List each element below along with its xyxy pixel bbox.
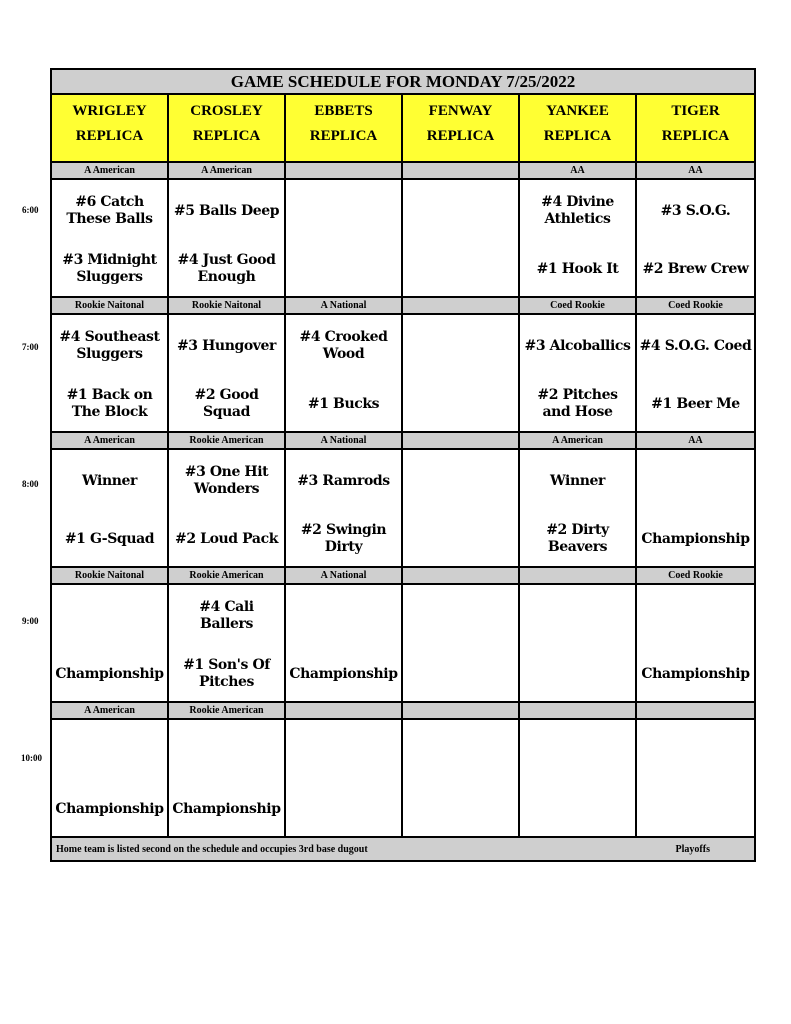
home-team: #1 Beer Me (651, 396, 740, 412)
field-sub: REPLICA (426, 128, 495, 144)
home-team: #1 Son's Of Pitches (183, 657, 270, 690)
division-label (520, 568, 637, 583)
field-header-tiger (637, 95, 754, 161)
division-label: Coed Rookie (668, 300, 723, 311)
game-cell (286, 585, 403, 701)
game-cell (52, 450, 169, 566)
home-team: #2 Good Squad (194, 387, 259, 420)
home-team: #2 Loud Pack (174, 531, 279, 547)
home-team: #1 Back on The Block (66, 387, 153, 420)
division-label: AA (688, 435, 703, 446)
away-team: #3 Ramrods (297, 473, 390, 489)
footer-tag: Playoffs (675, 843, 710, 855)
home-team: #2 Brew Crew (642, 261, 749, 277)
game-cell (520, 315, 637, 431)
division-label: A American (520, 433, 637, 448)
game-cell (52, 315, 169, 431)
home-team: Championship (289, 666, 398, 682)
home-team: Championship (55, 666, 164, 682)
division-label: Rookie Naitonal (52, 568, 169, 583)
field-header-crosley (169, 95, 286, 161)
field-header-wrigley (52, 95, 169, 161)
field-sub: REPLICA (75, 128, 144, 144)
away-team: #4 Crooked Wood (299, 329, 388, 362)
away-team: #3 S.O.G. (660, 203, 731, 219)
division-label (403, 163, 520, 178)
game-cell (637, 720, 754, 836)
field-name: EBBETS (314, 103, 373, 119)
division-label: A National (286, 568, 403, 583)
division-label: A American (52, 433, 169, 448)
schedule-footer (52, 838, 754, 860)
time-label: 8:00 (22, 479, 39, 489)
time-slots (52, 163, 754, 838)
division-label (403, 433, 520, 448)
division-label (403, 703, 520, 718)
game-cell (637, 585, 754, 701)
away-team: #6 Catch These Balls (66, 194, 153, 227)
home-team: #2 Pitches and Hose (537, 387, 618, 420)
game-cell (169, 180, 286, 296)
field-sub: REPLICA (309, 128, 378, 144)
division-label (286, 163, 403, 178)
game-cell (403, 585, 520, 701)
division-label: Rookie American (169, 568, 286, 583)
division-label: A American (52, 703, 169, 718)
away-team: #3 One Hit Wonders (184, 464, 269, 497)
field-name: WRIGLEY (72, 103, 147, 119)
division-row (52, 298, 754, 315)
game-cell (637, 315, 754, 431)
game-cell (403, 450, 520, 566)
division-row (52, 703, 754, 720)
game-cell (286, 315, 403, 431)
away-team: #4 Cali Ballers (199, 599, 254, 632)
division-label (520, 703, 637, 718)
game-cell (286, 450, 403, 566)
field-sub: REPLICA (661, 128, 730, 144)
division-row (52, 433, 754, 450)
game-cell (169, 585, 286, 701)
game-row (52, 180, 754, 298)
time-label: 6:00 (22, 205, 39, 215)
division-label: A American (169, 163, 286, 178)
footer-note: Home team is listed second on the schedule and occupies 3rd base dugout (56, 843, 368, 855)
game-cell (637, 450, 754, 566)
home-team: Championship (641, 666, 750, 682)
away-team: Winner (549, 473, 606, 489)
field-header-ebbets (286, 95, 403, 161)
division-label: A National (286, 298, 403, 313)
home-team: Championship (641, 531, 750, 547)
field-header-yankee (520, 95, 637, 161)
game-cell (169, 450, 286, 566)
field-name: YANKEE (546, 103, 609, 119)
home-team: #1 G-Squad (64, 531, 155, 547)
away-team: #4 Southeast Sluggers (59, 329, 160, 362)
division-row (52, 163, 754, 180)
division-label (286, 703, 403, 718)
game-cell (52, 180, 169, 296)
game-row (52, 315, 754, 433)
away-team: #3 Alcoballics (524, 338, 631, 354)
home-team: #3 Midnight Sluggers (62, 252, 157, 285)
home-team: #2 Dirty Beavers (546, 522, 609, 555)
division-label: Rookie Naitonal (52, 298, 169, 313)
game-cell (637, 180, 754, 296)
game-cell (520, 585, 637, 701)
division-label: Rookie American (169, 433, 286, 448)
field-name: CROSLEY (190, 103, 263, 119)
schedule-title: GAME SCHEDULE FOR MONDAY 7/25/2022 (52, 70, 754, 95)
division-row (52, 568, 754, 585)
away-team: #5 Balls Deep (173, 203, 280, 219)
home-team: #2 Swingin Dirty (300, 522, 387, 555)
home-team: #1 Hook It (536, 261, 619, 277)
division-label: Rookie Naitonal (169, 298, 286, 313)
division-label (403, 298, 520, 313)
game-cell (169, 720, 286, 836)
division-label: AA (520, 163, 637, 178)
division-label: A American (52, 163, 169, 178)
away-team: #3 Hungover (176, 338, 277, 354)
game-row (52, 585, 754, 703)
game-row (52, 720, 754, 838)
field-header-fenway (403, 95, 520, 161)
field-sub: REPLICA (192, 128, 261, 144)
game-cell (520, 450, 637, 566)
division-label: AA (688, 165, 703, 176)
home-team: #4 Just Good Enough (177, 252, 276, 285)
time-label: 9:00 (22, 616, 39, 626)
time-label: 7:00 (22, 342, 39, 352)
game-cell (52, 720, 169, 836)
field-header-row (52, 95, 754, 163)
game-row (52, 450, 754, 568)
division-label: Coed Rookie (520, 298, 637, 313)
game-cell (403, 315, 520, 431)
home-team: Championship (55, 801, 164, 817)
schedule-table (50, 68, 756, 862)
division-label (637, 703, 754, 718)
division-label: A National (286, 433, 403, 448)
division-label (403, 568, 520, 583)
field-sub: REPLICA (543, 128, 612, 144)
field-name: FENWAY (428, 103, 493, 119)
away-team: #4 Divine Athletics (541, 194, 614, 227)
home-team: Championship (172, 801, 281, 817)
game-cell (403, 180, 520, 296)
game-cell (52, 585, 169, 701)
game-cell (403, 720, 520, 836)
game-cell (286, 720, 403, 836)
division-label: Coed Rookie (668, 570, 723, 581)
game-cell (169, 315, 286, 431)
field-name: TIGER (671, 103, 720, 119)
game-cell (286, 180, 403, 296)
game-cell (520, 720, 637, 836)
home-team: #1 Bucks (307, 396, 380, 412)
away-team: #4 S.O.G. Coed (639, 338, 752, 354)
game-cell (520, 180, 637, 296)
time-label: 10:00 (21, 753, 42, 763)
away-team: Winner (81, 473, 138, 489)
division-label: Rookie American (169, 703, 286, 718)
